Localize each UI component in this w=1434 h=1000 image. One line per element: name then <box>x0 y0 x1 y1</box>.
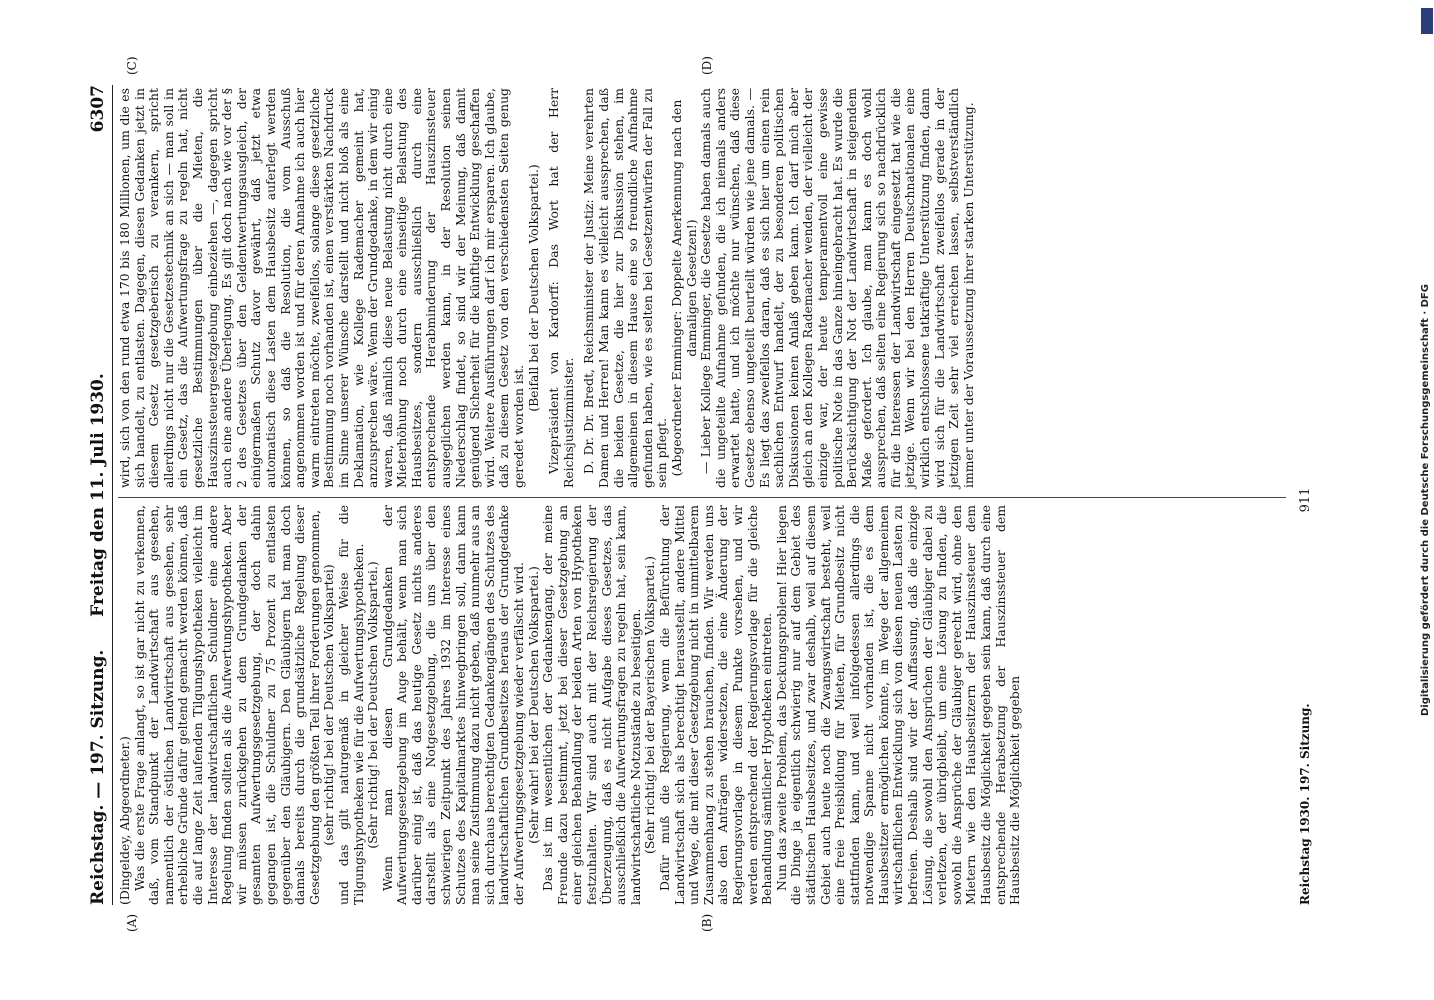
interjection: (Beifall bei der Deutschen Volkspartei.) <box>525 164 541 412</box>
speaker-line: Vizepräsident von Kardorff: Das Wort hat der Herr Reichsjustizminister. <box>546 88 576 488</box>
header-page-number: 6307 <box>88 85 108 133</box>
paragraph: Nun das zweite Problem, das Deckungsproblem! Hier liegen die Dinge ja eigentlich schwierig nur auf dem Gebiet des städtischen Hausbesitzes, und zwar deshalb, weil auf diesem Gebiet auch heute noch die Zwangswirtschaft besteht, weil eine freie Preisbildung für Mieten, für Grundbesitz nicht stattfinden kann, und weil infolgedessen allerdings die notwendige Spanne nicht vorhanden ist, die es dem Hausbesitzer ermöglichen könnte, im Wege der allgemeinen wirtschaftlichen Entwicklung sich von diesen neuen Lasten zu befreien. Deshalb sind wir der Auffassung, daß die einzige Lösung, die sowohl den Ansprüchen der Gläubiger dabei zu verletzen, der übrigbleibt, um eine Lösung zu finden, die sowohl die Ansprüche der Gläubiger gerecht wird, ohne den Mietern wie den Hausbesitzern der Hauszinssteuer dem Hausbesitz die Möglichkeit gegeben sein kann, daß durch eine entsprechende Herabsetzung der Hauszinssteuer dem Hausbesitz die Möglichkeit gegeben <box>773 505 1023 905</box>
page-header <box>88 85 112 905</box>
interjection: (Sehr richtig! bei der Bayerischen Volkspartei.) <box>642 555 658 855</box>
interjection: (Sehr richtig! bei der Deutschen Volkspartei.) <box>365 561 381 849</box>
margin-mark-c: (C) <box>125 56 139 75</box>
right-text-column <box>118 88 976 488</box>
dfg-side-note <box>1420 0 1434 1000</box>
margin-mark-b: (B) <box>700 913 714 932</box>
paragraph: — Lieber Kollege Emminger, die Gesetze haben damals auch die ungeteilte Aufnahme gefunden, die ich niemals anders erwartet hatte, und ich möchte nur wünschen, daß diese Gesetze ebenso ungeteilt beurteilt würden wie jene damals. — Es liegt das zweifellos daran, daß es sich hier um einen rein sachlichen Entwurf handelt, der zu besonderen politischen Diskussionen keinen Anlaß geben kann. Ich darf mich aber gleich an den Kollegen Rademacher wenden, der vielleicht der einzige war, der heute temperamentvoll eine gewisse politische Note in das Ganze hineingebracht hat. Es wurde die Berücksichtigung der Not der Landwirtschaft in steigendem Maße gefordert. Ich glaube, man kann es doch wohl aussprechen, daß selten eine Regierung sich so nachdrücklich für die Interessen der Landwirtschaft eingesetzt hat wie die jetzige. Wenn wir bei den Herren Deutschnationalen eine wirklich entschlossene tatkräftige Unterstützung finden, dann wird sich für die Landwirtschaft zweifellos gerade in der jetzigen Zeit sehr viel erreichen lassen, selbstverständlich immer unter der Voraussetzung ihrer starken Unterstützung. <box>698 88 976 488</box>
paragraph: Dafür muß die Regierung, wenn die Befürchtung der Landwirtschaft sich als berechtigt herausstellt, andere Mittel und Wege, die mit dieser Gesetzgebung nicht in unmittelbarem Zusammenhang zu stehen brauchen, finden. Wir werden uns also den Anträgen widersetzen, die eine Änderung der Regierungsvorlage in diesem Punkte vorsehen, und wir werden entsprechend der Regierungsvorlage für die gleiche Behandlung sämtlicher Hypotheken eintreten. <box>656 505 775 905</box>
paragraph: wird, sich von den rund etwa 170 bis 180 Millionen, um die es sich handelt, zu entlasten. Dagegen, diesen Gedanken jetzt in diesem Gesetz gesetzgeberisch zu verankern, spricht allerdings nicht nur die Gesetzestechnik an sich — man soll in ein Gesetz, das die Aufwertungsfrage zu regeln hat, nicht gesetzliche Bestimmungen über die Mieten, die Hauszinssteuergesetzgebung einbeziehen —, dagegen spricht auch eine andere Überlegung. Es gilt doch nach wie vor der § 2 des Gesetzes über den Geldentwertungsausgleich, der einigermaßen Schutz davor gewährt, daß jetzt etwa automatisch diese Lasten dem Hausbesitz auferlegt werden können, so daß die Resolution, die vom Ausschuß angenommen worden ist und für deren Annahme ich auch hier warm eintreten möchte, zweifellos, solange diese gesetzliche Bestimmung noch vorhanden ist, einen verstärkten Nachdruck im Sinne unserer Wünsche darstellt und nicht bloß als eine Deklamation, wie Kollege Rademacher gemeint hat, anzusprechen wäre. Wenn der Grundgedanke, in dem wir einig waren, daß nämlich diese neue Belastung nicht durch eine Mieterhöhung noch durch eine einseitige Belastung des Hausbesitzes, sondern ausschließlich durch eine entsprechende Herabminderung der Hauszinssteuer ausgeglichen werden kann, in der Resolution seinen Niederschlag findet, so sind wir der Meinung, daß damit genügend Sicherheit für die künftige Entwicklung geschaffen wird. Weitere Ausführungen darf ich mir ersparen. Ich glaube, daß zu diesem Gesetz von den verschiedensten Seiten genug geredet worden ist. <box>117 88 527 488</box>
margin-mark-d: (D) <box>700 56 714 75</box>
header-date: Freitag den 11. Juli 1930. <box>88 373 108 617</box>
interjection: (Abgeordneter Emminger: Doppelte Anerkennung nach den damaligen Gesetzen!) <box>668 99 699 477</box>
dfg-note-text: Digitalisierung gefördert durch die Deutsche Forschungsgemeinschaft · DFG <box>1420 284 1431 716</box>
header-rule <box>112 85 113 905</box>
left-text-column <box>118 505 1023 905</box>
paragraph: Was die erste Frage anlangt, so ist gar nicht zu verkennen, daß, vom Standpunkt der Landwirtschaft aus gesehen, namentlich der östlichen Landwirtschaft aus gesehen, sehr erhebliche Gründe dafür geltend gemacht werden können, daß die auf lange Zeit laufenden Tilgungshypotheken vielleicht im Interesse der landwirtschaftlichen Schuldner eine andere Regelung finden sollten als die Aufwertungshypotheken. Aber wir müssen zurückgehen zu dem Grundgedanken der gesamten Aufwertungsgesetzgebung, der doch dahin gegangen ist, die Schuldner zu 75 Prozent zu entlasten gegenüber den Gläubigern. Den Gläubigern hat man doch damals bereits durch die grundsätzliche Regelung dieser Gesetzgebung den größten Teil ihrer Forderungen genommen, <box>131 505 322 905</box>
column-divider <box>118 497 1286 498</box>
paragraph: Das ist im wesentlichen der Gedankengang, der meine Freunde dazu bestimmt, jetzt bei dieser Gesetzgebung an einer gleichen Behandlung der beiden Arten von Hypotheken festzuhalten. Wir sind auch mit der Reichsregierung der Überzeugung, daß es nicht Aufgabe dieses Gesetzes, das ausschließlich die Aufwertungsfragen zu regeln hat, sein kann, landwirtschaftliche Notzustände zu beseitigen. <box>540 505 643 905</box>
margin-mark-a: (A) <box>125 913 139 932</box>
interjection: (Sehr wahr! bei der Deutschen Volkspartei.) <box>525 566 541 844</box>
interjection: (sehr richtig! bei der Deutschen Volkspartei) <box>321 564 337 846</box>
paragraph: und das gilt naturgemäß in gleicher Weise für die Tilgungshypotheken wie für die Aufwertungshypotheken. <box>335 505 366 905</box>
paragraph: Wenn man diesen Grundgedanken der Aufwertungsgesetzgebung im Auge behält, wenn man sich darüber einig ist, daß das heutige Gesetz nichts anderes darstellt als eine Notgesetzgebung, die uns über den schwierigen Zeitpunkt des Jahres 1932 im Interesse eines Schutzes des Kapitalmarktes hinwegbringen soll, dann kann man seine Zustimmung dazu nicht geben, daß nunmehr aus an sich durchaus berechtigten Gedankengängen des Schutzes des landwirtschaftlichen Grundbesitzes heraus der Grundgedanke der Aufwertungsgesetzgebung wieder verfälscht wird. <box>379 505 527 905</box>
header-left: Reichstag. — 197. Sitzung. <box>88 649 108 905</box>
footer-page-number: 911 <box>1298 487 1313 513</box>
footer-left: Reichstag 1930. 197. Sitzung. <box>1298 703 1312 905</box>
paragraph: D. Dr. Dr. Bredt, Reichsminister der Justiz: Meine verehrten Damen und Herren! Man kann es vielleicht aussprechen, daß die beiden Gesetze, die hier zur Diskussion stehen, im allgemeinen in diesem Hause eine so freundliche Aufnahme gefunden haben, wie es selten bei Gesetzentwürfen der Fall zu sein pflegt. <box>581 88 670 488</box>
speaker-line: (Dingeldey, Abgeordneter.) <box>117 736 132 905</box>
